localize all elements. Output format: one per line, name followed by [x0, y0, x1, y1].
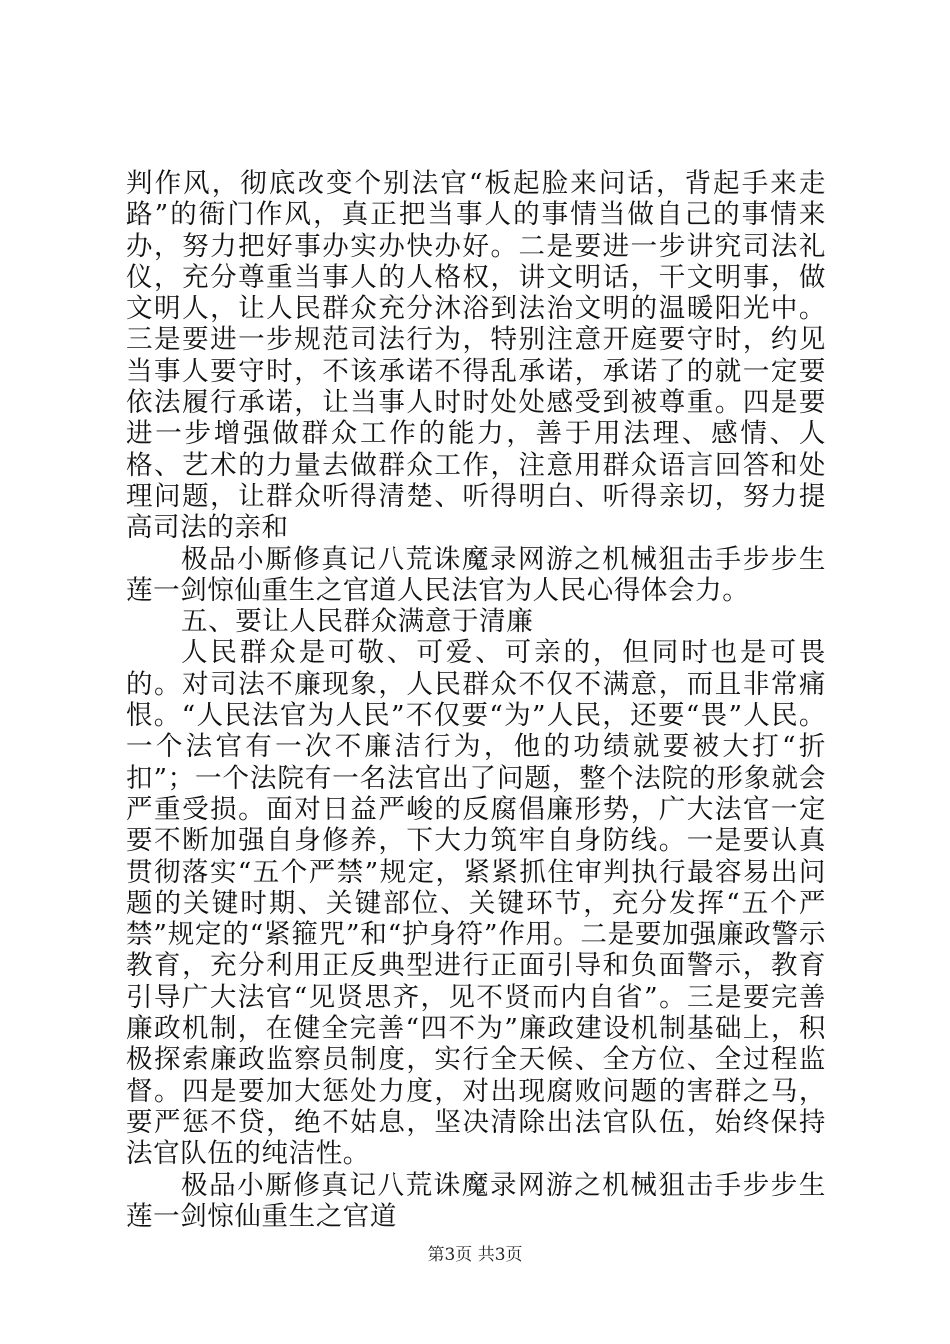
paragraph-service-style: 判作风，彻底改变个别法官“板起脸来问话，背起手来走路”的衙门作风，真正把当事人的事情当做自己的事情来办，努力把好事办实办快办好。二是要进一步讲究司法礼仪，充分尊重当事人的人格权，讲文明话，干文明事，做文明人，让人民群众充分沐浴到法治文明的温暖阳光中。三是要进一步规范司法行为，特别注意开庭要守时，约见当事人要守时，不该承诺不得乱承诺，承诺了的就一定要依法履行承诺，让当事人时时处处感受到被尊重。四是要进一步增强做群众工作的能力，善于用法理、感情、人格、艺术的力量去做群众工作，注意用群众语言回答和处理问题，让群众听得清楚、听得明白、听得亲切，努力提高司法的亲和: [126, 168, 826, 544]
paragraph-novel-titles-1: 极品小厮修真记八荒诛魔录网游之机械狙击手步步生莲一剑惊仙重生之官道人民法官为人民心得体会力。: [126, 543, 826, 606]
page-number-footer: 第3页 共3页: [427, 1245, 523, 1265]
paragraph-novel-titles-2: 极品小厮修真记八荒诛魔录网游之机械狙击手步步生莲一剑惊仙重生之官道: [126, 1169, 826, 1232]
paragraph-integrity: 人民群众是可敬、可爱、可亲的，但同时也是可畏的。对司法不廉现象，人民群众不仅不满意，而且非常痛恨。“人民法官为人民”不仅要“为”人民，还要“畏”人民。一个法官有一次不廉洁行为，他的功绩就要被大打“折扣”；一个法院有一名法官出了问题，整个法院的形象就会严重受损。面对日益严峻的反腐倡廉形势，广大法官一定要不断加强自身修养，下大力筑牢自身防线。一是要认真贯彻落实“五个严禁”规定，紧紧抓住审判执行最容易出问题的关键时期、关键部位、关键环节，充分发挥“五个严禁”规定的“紧箍咒”和“护身符”作用。二是要加强廉政警示教育，充分利用正反典型进行正面引导和负面警示，教育引导广大法官“见贤思齐，见不贤而内自省”。三是要完善廉政机制，在健全完善“四不为”廉政建设机制基础上，积极探索廉政监察员制度，实行全天候、全方位、全过程监督。四是要加大惩处力度，对出现腐败问题的害群之马，要严惩不贷，绝不姑息，坚决清除出法官队伍，始终保持法官队伍的纯洁性。: [126, 637, 826, 1170]
section-heading-integrity: 五、要让人民群众满意于清廉: [181, 606, 534, 638]
document-body: [126, 168, 826, 1232]
